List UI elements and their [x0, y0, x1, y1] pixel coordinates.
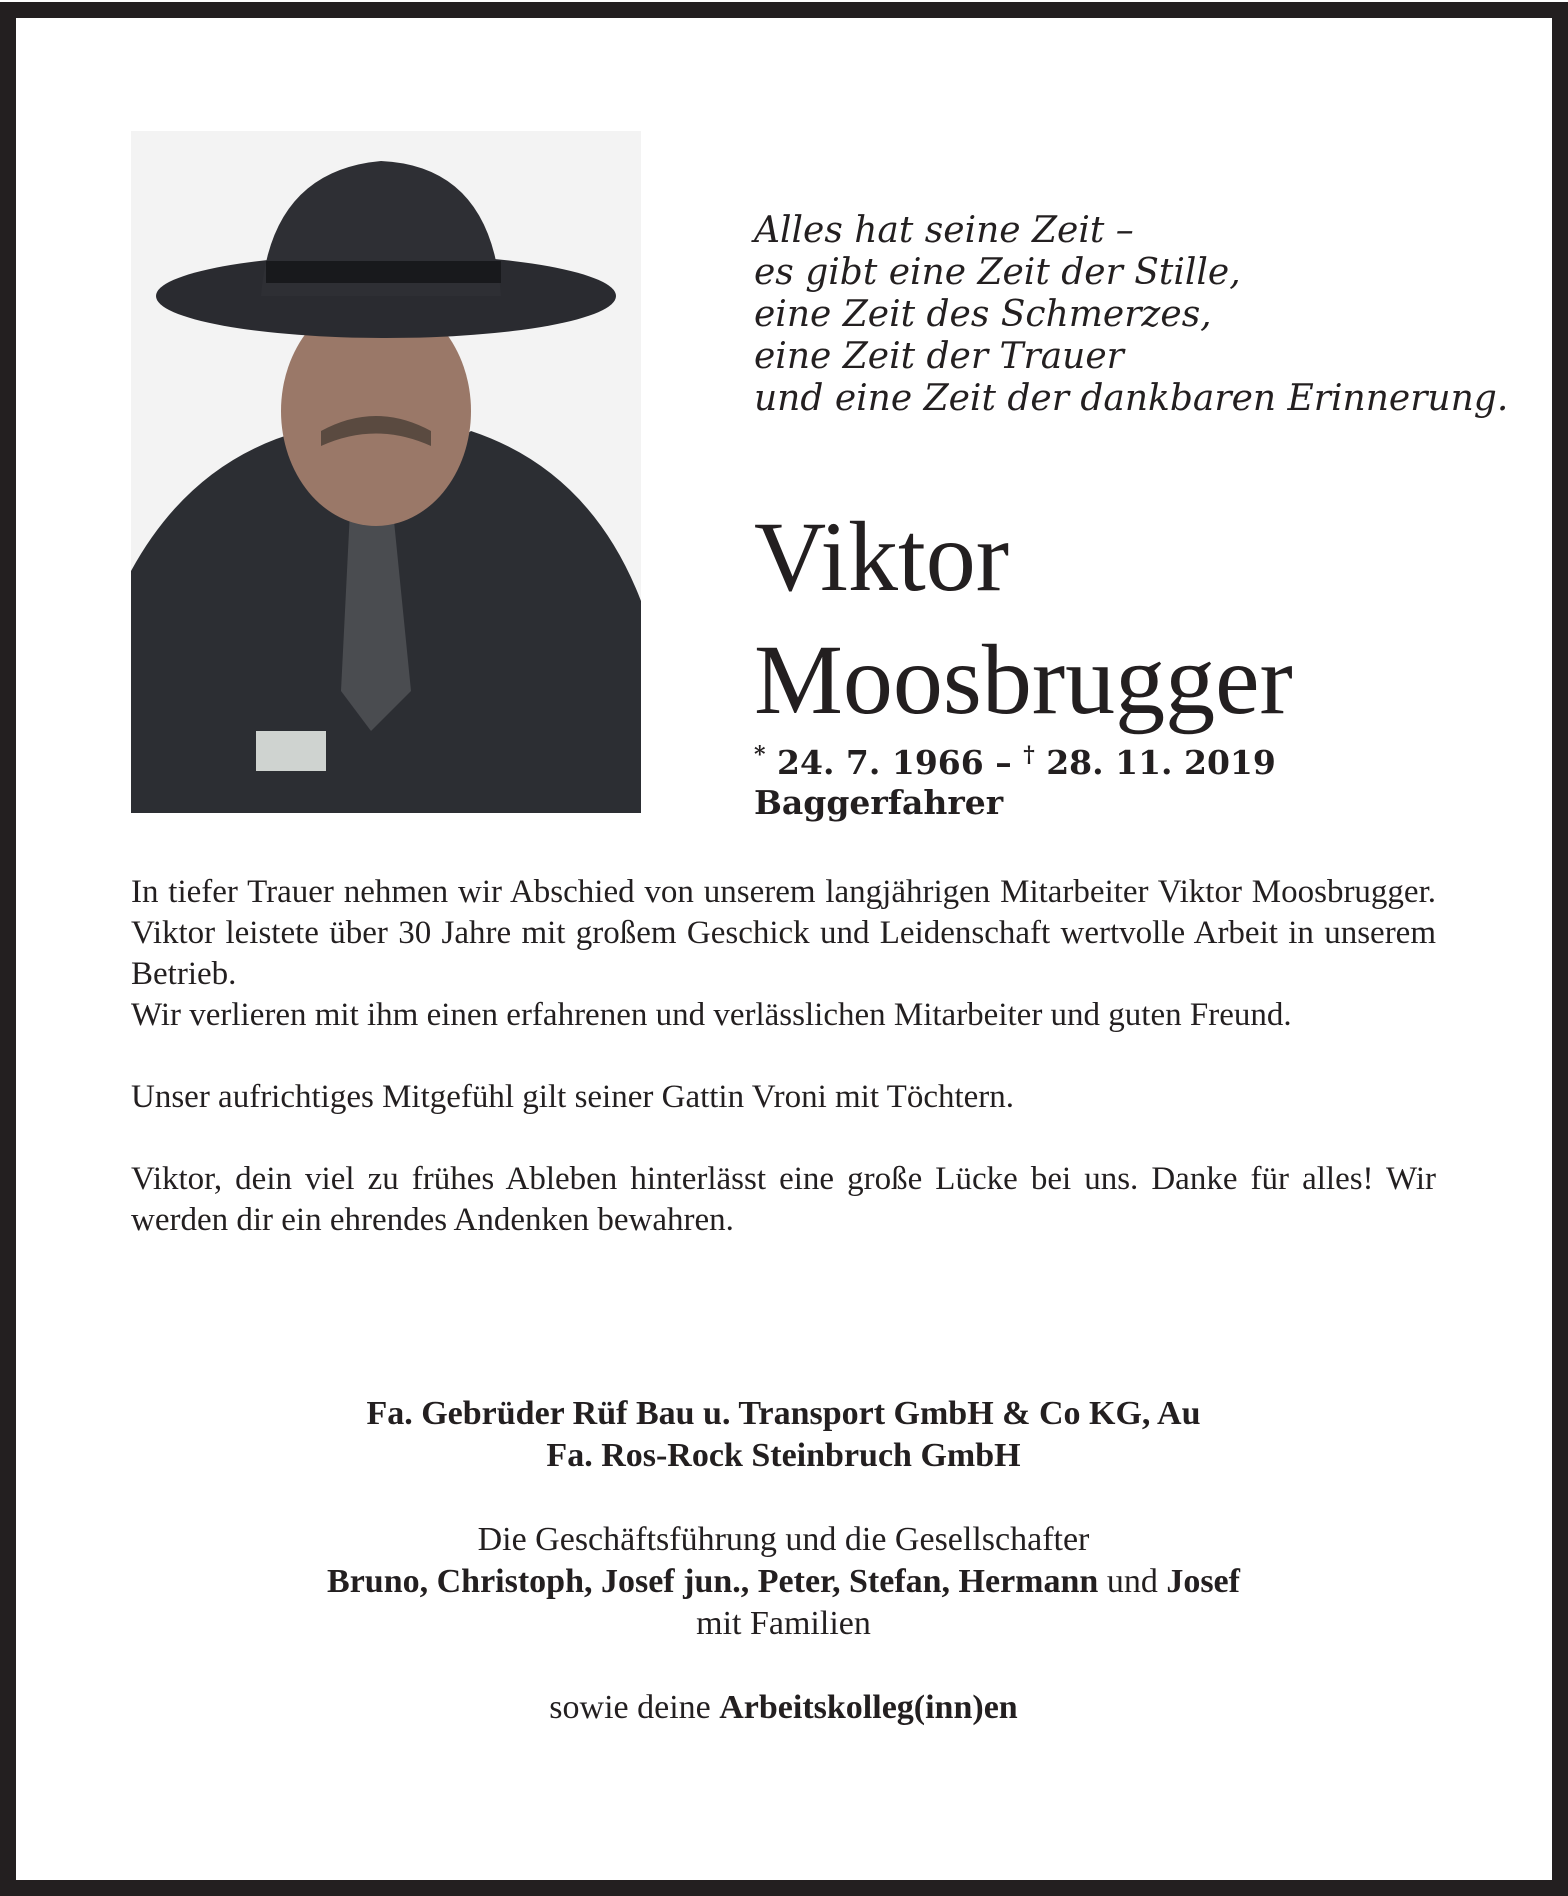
memorial-quote: [754, 210, 1508, 420]
last-name: Moosbrugger: [754, 624, 1293, 735]
birth-symbol: *: [754, 742, 766, 768]
quote-line: und eine Zeit der dankbaren Erinnerung.: [754, 378, 1509, 419]
quote-line: eine Zeit des Schmerzes,: [754, 294, 1212, 335]
colleagues-prefix: sowie deine: [549, 1689, 720, 1726]
company-name: Fa. Gebrüder Rüf Bau u. Transport GmbH & Co KG, Au: [366, 1395, 1201, 1432]
date-separator: –: [983, 743, 1024, 782]
families-line: mit Familien: [696, 1605, 871, 1642]
deceased-name: [754, 495, 1293, 741]
quote-line: es gibt eine Zeit der Stille,: [754, 252, 1241, 293]
signature-block: [131, 1393, 1436, 1729]
colleagues: Arbeitskolleg(inn)en: [719, 1689, 1018, 1726]
conjunction: und: [1098, 1563, 1167, 1600]
death-symbol: †: [1023, 742, 1035, 768]
portrait-photo: [131, 131, 641, 813]
life-dates: [754, 735, 1276, 823]
quote-line: Alles hat seine Zeit –: [754, 210, 1134, 251]
first-name: Viktor: [754, 501, 1010, 612]
paragraph: In tiefer Trauer nehmen wir Abschied von unserem langjährigen Mitarbeiter Viktor Moosbrugger. Viktor leistete über 30 Jahre mit großem Geschick und Leidenschaft wertvolle Arbeit in unserem Betrieb.: [131, 874, 1436, 992]
birth-date: 24. 7. 1966: [777, 743, 984, 782]
occupation: Baggerfahrer: [754, 783, 1004, 822]
paragraph: Wir verlieren mit ihm einen erfahrenen und verlässlichen Mitarbeiter und guten Freund.: [131, 997, 1292, 1033]
partner-last-name: Josef: [1166, 1563, 1240, 1600]
management-line: Die Geschäftsführung und die Gesellschafter: [477, 1521, 1090, 1558]
paragraph: Unser aufrichtiges Mitgefühl gilt seiner Gattin Vroni mit Töchtern.: [131, 1079, 1015, 1115]
partner-names: Bruno, Christoph, Josef jun., Peter, Stefan, Hermann: [327, 1563, 1099, 1600]
obituary-text: [131, 872, 1436, 1282]
death-date: 28. 11. 2019: [1046, 743, 1276, 782]
company-name: Fa. Ros-Rock Steinbruch GmbH: [546, 1437, 1021, 1474]
quote-line: eine Zeit der Trauer: [754, 336, 1124, 377]
paragraph: Viktor, dein viel zu frühes Ableben hinterlässt eine große Lücke bei uns. Danke für alles! Wir werden dir ein ehrendes Andenken bewahren.: [131, 1161, 1436, 1238]
